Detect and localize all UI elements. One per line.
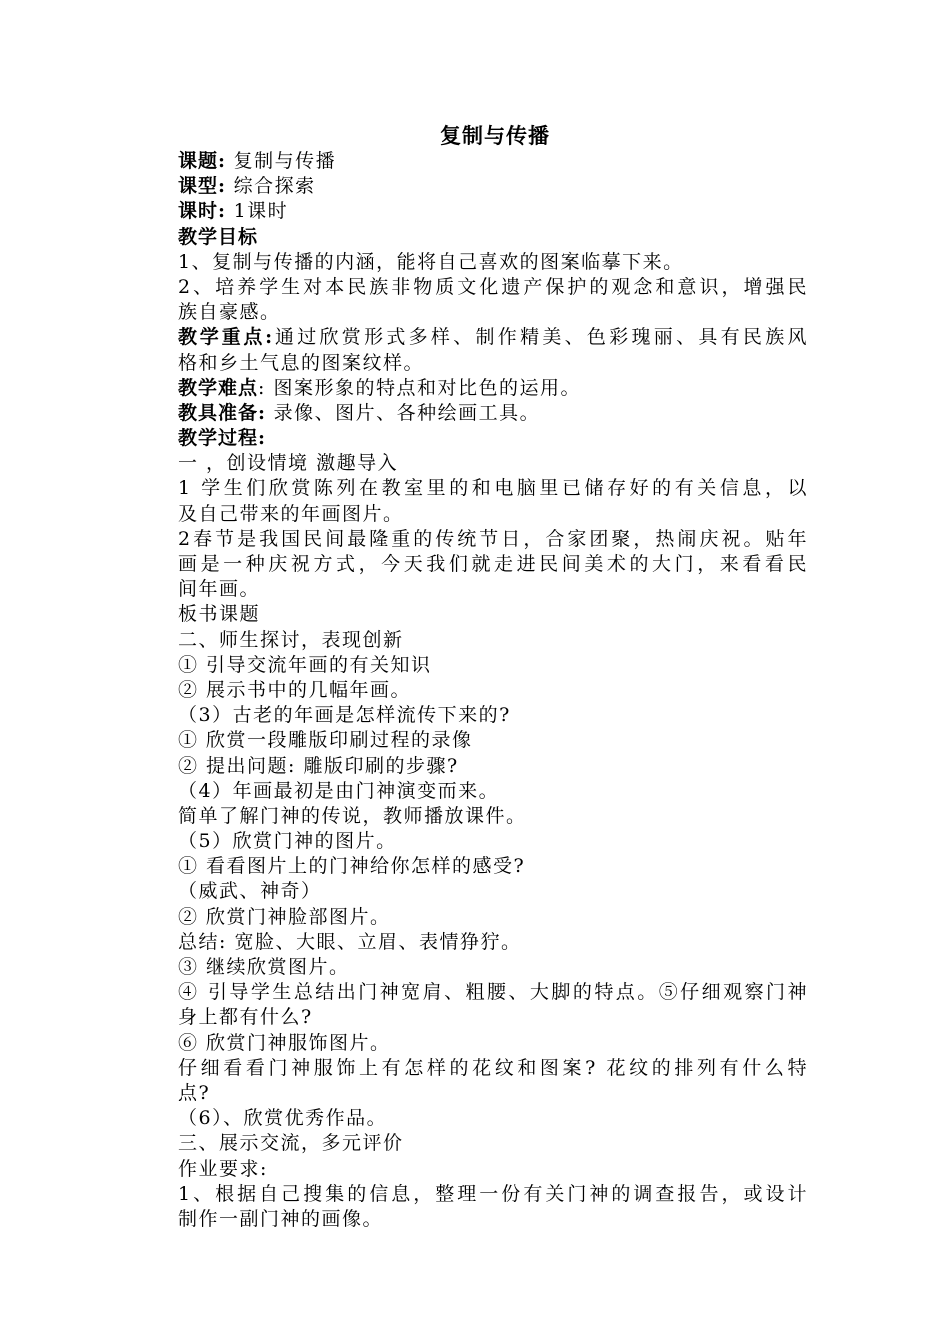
body-line: 二、师生探讨，表现创新 — [178, 628, 404, 651]
objective-2-cont: 族自豪感。 — [178, 301, 281, 324]
body-line: （威武、神奇） — [178, 880, 322, 903]
objectives-heading: 教学目标 — [178, 225, 259, 248]
body-line: 板书课题 — [178, 603, 261, 626]
body-line: ④ 引导学生总结出门神宽肩、粗腰、大脚的特点。⑤仔细观察门神 — [178, 981, 808, 1004]
body-line: 一 ，创设情境 激趣导入 — [178, 452, 399, 475]
meta-label: 课型: — [178, 175, 227, 198]
body-line: （4）年画最初是由门神演变而来。 — [178, 779, 500, 802]
tools-text: 录像、图片、各种绘画工具。 — [273, 401, 541, 424]
body-line: （6）、欣赏优秀作品。 — [178, 1107, 388, 1130]
key-point-text: 通过欣赏形式多样、制作精美、色彩瑰丽、具有民族风 — [273, 326, 808, 349]
body-line: 三、展示交流，多元评价 — [178, 1132, 404, 1155]
body-line: ③ 继续欣赏图片。 — [178, 956, 350, 978]
body-line: 画是一种庆祝方式，今天我们就走进民间美术的大门，来看看民 — [178, 553, 808, 575]
objective-2: 2、培养学生对本民族非物质文化遗产保护的观念和意识，增强民 — [178, 275, 808, 298]
objective-1: 1、复制与传播的内涵，能将自己喜欢的图案临摹下来。 — [178, 250, 684, 273]
body-line: 点? — [178, 1081, 211, 1104]
body-line: 及自己带来的年画图片。 — [178, 502, 404, 525]
key-point-label: 教学重点: — [178, 326, 274, 349]
tools — [178, 401, 808, 426]
tools-label: 教具准备: — [178, 401, 267, 424]
difficulty-text: : 图案形象的特点和对比色的运用。 — [258, 376, 581, 399]
meta-type — [178, 174, 808, 199]
meta-value: 复制与传播 — [233, 150, 337, 172]
body-line: 1、根据自己搜集的信息，整理一份有关门神的调查报告，或设计 — [178, 1182, 808, 1205]
difficulty-label: 教学难点 — [178, 376, 259, 399]
process-body — [178, 451, 808, 1232]
body-line: ② 欣赏门神脸部图片。 — [178, 905, 391, 928]
meta-topic — [178, 149, 808, 174]
meta-label: 课时: — [178, 200, 227, 223]
body-line: 身上都有什么? — [178, 1006, 313, 1029]
meta-hours — [178, 199, 808, 224]
body-line: ② 提出问题: 雕版印刷的步骤? — [178, 754, 459, 777]
process-heading: 教学过程: — [178, 427, 267, 450]
body-line: 简单了解门神的传说，教师播放课件。 — [178, 804, 527, 827]
body-line: 总结: 宽脸、大眼、立眉、表情狰狞。 — [178, 930, 522, 953]
body-line: ① 欣赏一段雕版印刷过程的录像 — [178, 729, 473, 752]
body-line: 制作一副门神的画像。 — [178, 1207, 384, 1230]
body-line: （3）古老的年画是怎样流传下来的? — [178, 704, 511, 727]
key-point-cont: 格和乡土气息的图案纹样。 — [178, 351, 425, 374]
meta-value: 1课时 — [233, 200, 289, 223]
body-line: ② 展示书中的几幅年画。 — [178, 678, 412, 701]
meta-label: 课题: — [178, 150, 227, 172]
difficulty — [178, 376, 808, 401]
body-line: ① 引导交流年画的有关知识 — [178, 653, 432, 676]
body-line: 仔细看看门神服饰上有怎样的花纹和图案? 花纹的排列有什么特 — [178, 1056, 808, 1079]
body-line: ① 看看图片上的门神给你怎样的感受? — [178, 855, 526, 878]
document-body — [178, 149, 808, 1232]
body-line: ⑥ 欣赏门神服饰图片。 — [178, 1031, 391, 1054]
body-line: 1 学生们欣赏陈列在教室里的和电脑里已储存好的有关信息，以 — [178, 477, 808, 500]
body-line: 2春节是我国民间最隆重的传统节日，合家团聚，热闹庆祝。贴年 — [178, 527, 808, 550]
body-line: 作业要求: — [178, 1157, 268, 1180]
document-title: 复制与传播 — [440, 123, 550, 148]
body-line: 间年画。 — [178, 578, 261, 601]
key-point — [178, 325, 808, 350]
body-line: （5）欣赏门神的图片。 — [178, 830, 397, 853]
meta-value: 综合探索 — [233, 175, 316, 198]
